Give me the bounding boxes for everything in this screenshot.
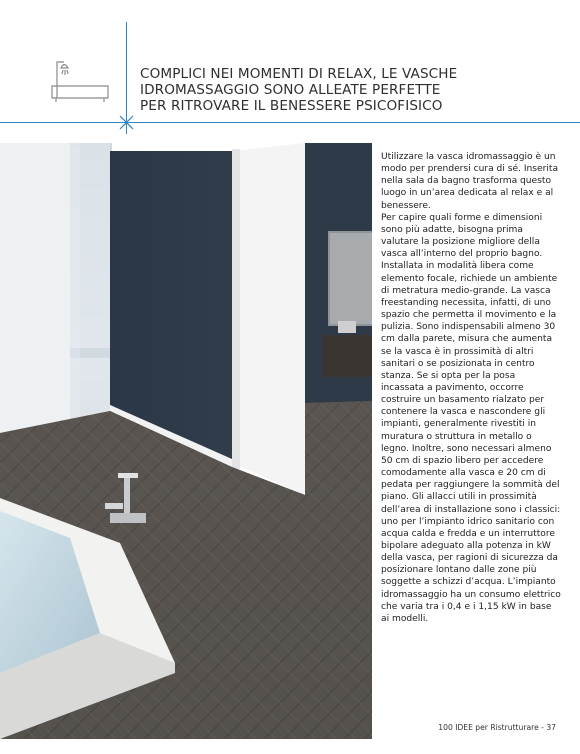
page-footer: 100 IDEE per Ristrutturare - 37 — [438, 723, 556, 732]
article-body — [381, 151, 561, 625]
article-paragraph-intro: Utilizzare la vasca idromassaggio è un modo per prendersi cura di sé. Inserita nella sala da bagno trasforma questo luogo in un’area dedicata al relax e al benessere. — [381, 152, 559, 211]
bathtub-shower-icon — [50, 58, 110, 106]
cross-mark-icon — [119, 115, 134, 130]
bathroom-photo — [0, 143, 372, 739]
horizontal-rule — [0, 122, 580, 123]
page-headline: COMPLICI NEI MOMENTI DI RELAX, LE VASCHE IDROMASSAGGIO SONO ALLEATE PERFETTE PER RITROVARE IL BENESSERE PSICOFISICO — [140, 66, 458, 114]
article-paragraph-main: Per capire quali forme e dimensioni sono più adatte, bisogna prima valutare la posizione migliore della vasca all’interno del proprio bagno. Installata in modalità libera come elemento focale, richiede un ambiente di metratura medio-grande. La vasca freestanding necessita, infatti, di uno spazio che permetta il movimento e la pulizia. Sono indispensabili almeno 30 cm dalla parete, misura che aumenta se la vasca è in prossimità di altri sanitari o se posizionata in centro stanza. Se si opta per la posa incassata a pavimento, occorre costruire un basamento rialzato per contenere la vasca e nascondere gli impianti, generalmente rivestiti in muratura o struttura in metallo o legno. Inoltre, sono necessari almeno 50 cm di spazio libero per accedere comodamente alla vasca e 20 cm di pedata per raggiungere la sommità del piano. Gli allacci utili in prossimità dell’area di installazione sono i classici: uno per l’impianto idrico sanitario con acqua calda e fredda e un interruttore bipolare adeguato alla potenza in kW della vasca, per ragioni di sicurezza da posizionare lontano dalle zone più soggette a schizzi d’acqua. L’impianto idromassaggio ha un consumo elettrico che varia tra i 0,4 e i 1,15 kW in base ai modelli. — [381, 212, 561, 624]
